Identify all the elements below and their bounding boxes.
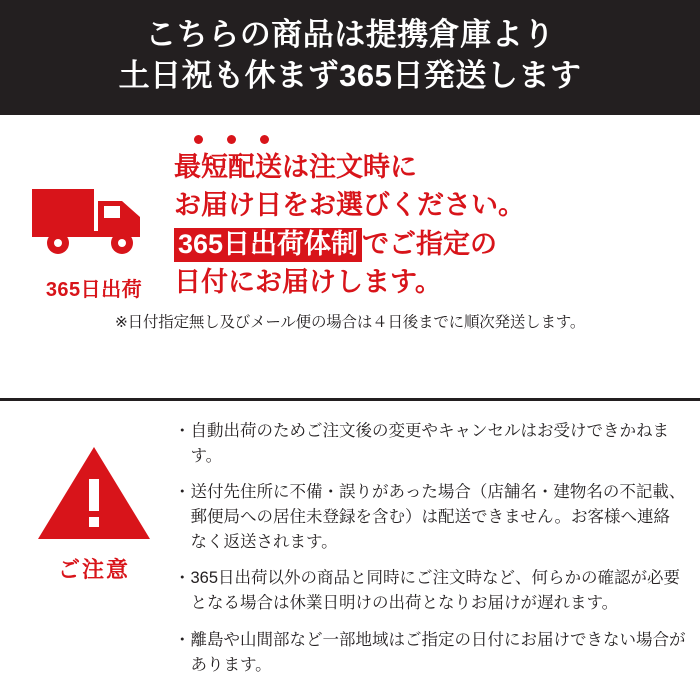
bullet-icon: ・ bbox=[174, 422, 191, 440]
delivery-line-4: 日付にお届けします。 bbox=[174, 266, 442, 297]
truck-block bbox=[14, 129, 174, 302]
list-item bbox=[174, 628, 686, 678]
delivery-line-2: お届け日をお選びください。 bbox=[174, 190, 525, 221]
delivery-text-block bbox=[174, 129, 686, 301]
caution-item-text: 送付先住所に不備・誤りがあった場合（店舗名・建物名の不記載、郵便局への居住未登録を含む）は配送できません。お客様へ連絡なく返送されます。 bbox=[190, 483, 686, 552]
delivery-note: ※日付指定無し及びメール便の場合は４日後までに順次発送します。 bbox=[114, 314, 586, 331]
bullet-icon: ・ bbox=[174, 483, 191, 502]
caution-item-text: 離島や山間部など一部地域はご指定の日付にお届けできない場合があります。 bbox=[190, 630, 686, 674]
bullet-icon: ・ bbox=[174, 569, 191, 588]
header-line-2: 土日祝も休まず365日発送します bbox=[118, 57, 582, 93]
delivery-line-3 bbox=[174, 225, 686, 263]
caution-item-text: 365日出荷以外の商品と同時にご注文時など、何らかの確認が必要となる場合は休業日明けの出荷となりお届けが遅れます。 bbox=[190, 569, 681, 613]
caution-section bbox=[0, 401, 700, 700]
caution-item-text: 自動出荷のためご注文後の変更やキャンセルはお受けできかねます。 bbox=[190, 422, 669, 466]
decorative-dots bbox=[174, 135, 686, 144]
truck-icon bbox=[30, 175, 158, 261]
list-item bbox=[174, 566, 686, 616]
bullet-icon: ・ bbox=[174, 630, 191, 649]
caution-icon-block bbox=[14, 415, 174, 690]
list-item bbox=[174, 419, 686, 469]
dot-1 bbox=[194, 135, 203, 144]
dot-3 bbox=[260, 135, 269, 144]
dot-2 bbox=[227, 135, 236, 144]
truck-caption: 365日出荷 bbox=[45, 279, 143, 301]
delivery-line-1: 最短配送は注文時に bbox=[174, 152, 417, 182]
warning-triangle-icon bbox=[36, 443, 152, 543]
caution-list bbox=[174, 415, 686, 690]
delivery-section bbox=[0, 115, 700, 401]
list-item bbox=[174, 480, 686, 555]
header-line-1: こちらの商品は提携倉庫より bbox=[145, 16, 555, 52]
banner-header bbox=[0, 0, 700, 115]
delivery-line-3-rest: でご指定の bbox=[362, 228, 498, 259]
delivery-highlight: 365日出荷体制 bbox=[174, 228, 362, 262]
caution-caption: ご注意 bbox=[57, 557, 130, 582]
